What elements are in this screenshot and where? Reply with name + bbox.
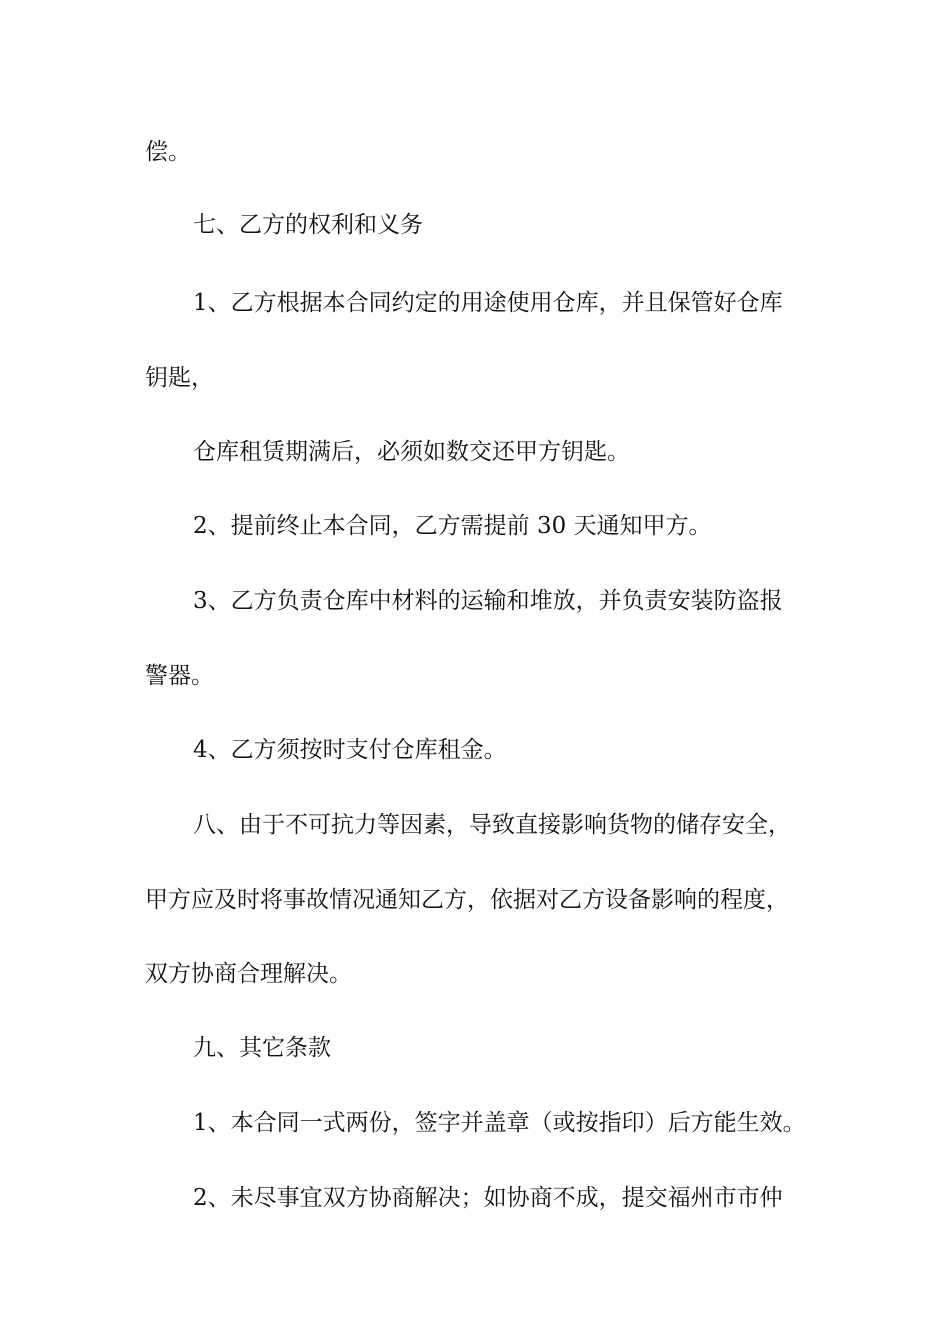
section-heading-9: 九、其它条款 <box>193 1035 331 1061</box>
clause-7-1-continued: 钥匙， <box>145 365 214 391</box>
section-8: 八、由于不可抗力等因素，导致直接影响货物的储存安全， <box>193 812 791 838</box>
clause-7-2: 2、提前终止本合同，乙方需提前 30 天通知甲方。 <box>193 513 712 539</box>
clause-7-1: 1、乙方根据本合同约定的用途使用仓库，并且保管好仓库 <box>193 290 783 316</box>
clause-9-1: 1、本合同一式两份，签字并盖章（或按指印）后方能生效。 <box>193 1110 806 1136</box>
section-8-continued-1: 甲方应及时将事故情况通知乙方，依据对乙方设备影响的程度， <box>145 887 789 913</box>
section-heading-7: 七、乙方的权利和义务 <box>193 212 423 238</box>
clause-7-3: 3、乙方负责仓库中材料的运输和堆放，并负责安装防盗报 <box>193 588 783 614</box>
clause-7-3-continued: 警器。 <box>145 663 214 689</box>
text-line-1: 偿。 <box>145 139 191 165</box>
section-8-continued-2: 双方协商合理解决。 <box>145 961 352 987</box>
clause-7-1-note: 仓库租赁期满后，必须如数交还甲方钥匙。 <box>193 439 630 465</box>
clause-7-4: 4、乙方须按时支付仓库租金。 <box>193 737 507 763</box>
clause-9-2: 2、未尽事宜双方协商解决；如协商不成，提交福州市市仲 <box>193 1185 783 1211</box>
